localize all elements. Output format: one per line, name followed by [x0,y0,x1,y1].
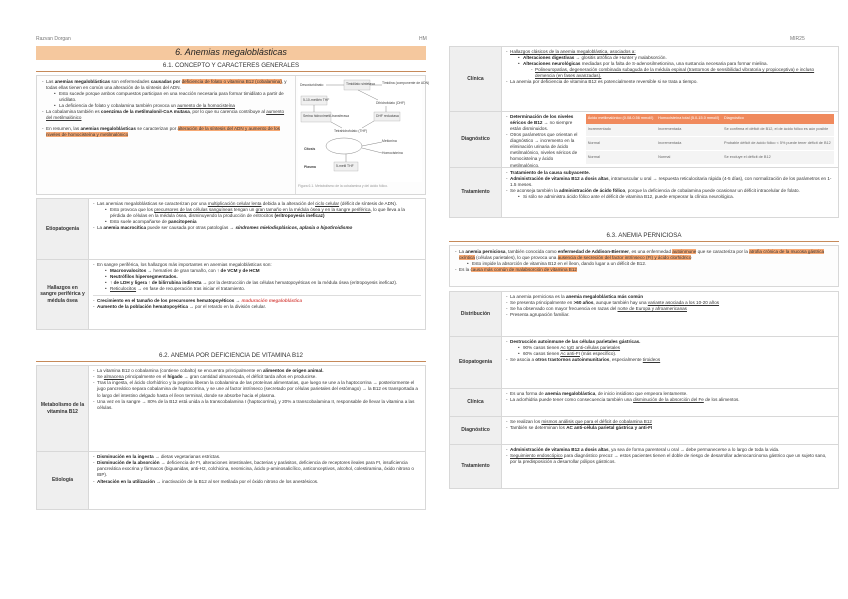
fig-label: Dihidrofolato (DHF) [376,101,406,106]
tratamiento-perniciosa-row: Tratamiento - Administración de vitamina B12 a dosis altas, ya sea de forma parenteral u oral → debe permanecerse a lo largo de toda la vida. - Seguimiento endoscópico para diagnóstico precoz → estos pacientes tienen el doble de riesgo de desarrollar adenocarcinoma gástrico que un sujeto sano, por la predisposición a desarrollar pólipos gástricos. [449,445,839,489]
row-label: Clínica [450,389,502,416]
concept-item: - En resumen, las anemias megaloblásticas se caracterizan por alteración de la síntesis del ADN y aumento de los niveles de homocisteína y metilmalónico [42,126,290,138]
perniciosa-intro: - La anemia perniciosa, también conocida como enfermedad de Addison-Biermer, es una enfermedad autoinmune que se caracteriza por la atrofia crónica de la mucosa gástrica oxíntica (células parietales), lo que provoca una ausencia de secreción del factor intrínseco (FI) y ácido clorhídrico • Esto impide la absorción de vitamina B12 en el íleon, dando lugar a un déficit de B12. - Es la causa más común de malabsorción de vitamina B12 [449,245,839,287]
fig-label: Timidilato sintetasa [346,82,375,87]
fig-label: 5-metil THF [336,164,354,169]
table-row: Incrementado Incrementada Se confirma el déficit de B12, el de ácido fólico es aún posible [586,124,834,137]
header-center: HM [419,36,427,42]
section-6-3-title: 6.3. ANEMIA PERNICIOSA [449,232,839,242]
fig-label: DHF reductasa [376,114,399,119]
row-label: Etiopatogenia [450,337,502,388]
fig-label: Plasma [304,165,316,170]
clinica-perniciosa-row: Clínica - Es una forma de anemia megaloblástica, de inicio insidioso que empeora lentamente. - La aclorhidria puede tener como consecuencia también una disminución de la absorción del Fe de los alimentos. [449,389,839,417]
table-row: Normal Normal Se excluye el déficit de B12 [586,151,834,165]
fig-label: Metionina [382,139,397,144]
header-right: MIR25 [790,36,805,42]
metabolism-figure [295,76,430,194]
section-6-1-title: 6.1. CONCEPTO Y CARACTERES GENERALES [36,62,426,72]
concept-section [36,75,430,195]
hallazgos-row: Hallazgos en sangre periférica y médula ósea - En sangre periférica, los hallazgos más importantes en anemias megaloblásticas son: • Macroovalocitos → hematíes de gran tamaño, con ↑ de VCM y de HCM • Neutrófilos hipersegmentados. • ↑ de LDH y ligera ↑ de bilirrubina indirecta → por la destrucción de las células hematopoyéticas en la médula ósea (eritropoyesis ineficaz). • Reticulocitos → en fase de recuperación tras iniciar el tratamiento. - Crecimiento en el tamaño de los precursores hematopoyéticos → maduración megaloblástica - Aumento de la población hematopoyética → por el retardo en la división celular. [36,260,426,330]
left-page [36,46,430,510]
etiologia-row: Etiología - Disminución en la ingesta → dietas vegetarianas estrictas. - Disminución de la absorción → deficiencia de FI, alteraciones intestinales, bacterias y parásitos, deficiencia de receptores ileales para FI, insuficiencia pancreática exocrina y fármacos (biguanidas, anti-H2, colchicina, neomicina, ácido p-aminosalicílico, anticonceptivos, alcohol, colestiramina, óxido nitroso o IBP). - Alteración en la utilización → inactivación de la B12 al ser metilada por el óxido nitroso de los anestésicos. [36,452,426,510]
section-6-2-title: 6.2. ANEMIA POR DEFICIENCIA DE VITAMINA B12 [36,352,426,362]
row-label: Tratamiento [450,445,502,488]
fig-label: Homocisteína [382,151,403,156]
etiopatogenia-perniciosa-row: Etiopatogenia - Destrucción autoinmune de las células parietales gástricas. • 90% casos tienen Ac IgG anti-células parietales • 60% casos tienen Ac anti-FI (más específico). - Se asocia a otros trastornos autoinmunitarios, especialmente tiroideos [449,337,839,389]
fig-label: Tetrahidrofolato (THF) [334,129,368,134]
tratamiento-b12-row: Tratamiento - Tratamiento de la causa subyacente. - Administración de vitamina B12 a dosis altas, intramuscular u oral → respuesta reticulocitaria rápida (4-5 días), con normalización de los parámetros en 1-1.5 meses. - Se aconseja también la administración de ácido fólico, porque la deficiencia de cobalamina puede ocasionar un déficit intracelular de folato. • Si sólo se administra ácido fólico ante el déficit de vitamina B12, puede empeorar la clínica neurológica. [449,168,839,218]
row-label: Hallazgos en sangre periférica y médula ósea [37,260,89,329]
table-row: Normal Incrementada Probable déficit de ácido fólico < 5% puede tener déficit de B12 [586,137,834,151]
row-label: Metabolismo de la vitamina B12 [37,366,89,451]
row-label: Distribución [450,292,502,336]
diagnosis-table: Ácido metilmalónico (0.08-0.56 mmol/l) Homocisteína total (5.0-15.0 mmol/l) Diagnóstico Incrementado Incrementada Se confirma el déficit de B12, el de ácido fólico es aún posible Normal Incrementada Probable déficit de ácido fólico < 5% puede tener déficit de B12 Normal Normal Se excluye el déficit de B12 [586,114,834,165]
fig-label: 5-10-metilén THF [303,98,330,103]
page-title: 6. Anemias megaloblásticas [36,46,426,60]
metabolismo-row: Metabolismo de la vitamina B12 - La vitamina B12 o cobalamina (contiene cobalto) se encuentra principalmente en alimentos de origen animal. - Se almacena principalmente en el hígado → gran cantidad almacenada, el déficit tarda años en producirse. - Tras la ingesta, el ácido clorhídrico y la pepsina liberan la cobalamina de las proteínas alimentarias, que luego se une a la haptocorrina → posteriormente el jugo pancreático separa cobalamina de haptocorrina, y se une al factor intrínseco (secretado por células parietales del estómago) → la B12 es transportada a lo largo del intestino delgado hasta el íleon terminal, donde se absorbe hacia el plasma. - Una vez en la sangre → 80% de la B12 está unida a la transcobalamina I (haptocorrina), y 20% a transcobalamina II, responsable de llevar la vitamina a las células. [36,365,426,452]
row-label: Etiología [37,452,89,509]
row-label: Diagnóstico [450,417,502,444]
right-page [449,46,839,489]
row-label: Diagnóstico [450,112,502,167]
fig-label: Serina hidroximetil-transferasa [303,114,349,119]
fig-label: Timidina (componente de ADN) [382,81,430,86]
row-label: Tratamiento [450,168,502,217]
diagnostico-b12-row: Diagnóstico - Determinación de los niveles séricos de B12 → no siempre están disminuidos. - Otros parámetros que orientan el diagnóstico → incremento en la eliminación urinaria de ácido metilmalónico, niveles séricos de homocisteína y ácido metilmalónico. Ácido metilmalónico (0.08-0.56 mmol/l) Homocisteína total (5.0-15.0 mmol/l) Diagnóstico Incrementado Incrementada Se confirma el déficit de B12, el de ácido fólico es aún posible Normal Incrementada Probable déficit de ácido fólico < 5% puede tener déficit de B12 Normal Normal Se excluye el déficit de B12 [449,112,839,168]
diagnostico-perniciosa-row: Diagnóstico - Se realizan los mismos análisis que para el déficit de cobalamina B12 - También se determinan los AC anti-célula parietal gástrica y anti-FI [449,417,839,445]
clinica-b12-row: Clínica - Hallazgos clásicos de la anemia megaloblástica, asociados a: • Alteraciones digestivas → glositis atrófica de Hunter y malabsorción. • Alteraciones neurológicas mediadas por la falta de S-adenosilmetionina, una sustancia necesaria para formar mielina. - Polineuropatías, degeneración combinada subaguda de la médula espinal (trastornos de sensibilidad vibratoria y propioceptiva) e incluso demencia (en fases avanzadas). - La anemia por deficiencia de vitamina B12 es potencialmente reversible si se trata a tiempo. [449,46,839,112]
metabolism-diagram [298,78,430,182]
fig-label: Desoxiuridinato [300,83,324,88]
header-author: Razvan Dorgan [36,36,71,42]
concept-item: - La cobalamina también es coenzima de la metilmalonil-CoA mutasa, por lo que su carencia contribuye al aumento del metilmalónico [42,109,290,121]
row-label: Clínica [450,47,502,111]
concept-item: - Las anemias megaloblásticas son enfermedades causadas por deficiencia de folato o vitamina B12 (cobalamina), y todas ellas tienen en común una alteración de la síntesis del ADN. • Esto sucede porque ambos compuestos participan en una reacción necesaria para formar timidilato a partir de uridilato. • La deficiencia de folato y cobalamina también provoca un aumento de la homocisteína [42,79,290,109]
distribucion-row: Distribución - La anemia perniciosa es la anemia megaloblástica más común - Se presenta principalmente en >60 años, aunque también hay una variante asociada a los 10-20 años - Se ha observado con mayor frecuencia en razas del norte de Europa y afroamericanas - Presenta agrupación familiar. [449,291,839,337]
etiopatogenia-row: Etiopatogenia - Las anemias megaloblásticas se caracterizan por una multiplicación celular lenta debida a la alteración del ciclo celular (déficit de síntesis de ADN). • Esto provoca que los precursores de las células sanguíneas tengan un gran tamaño en la médula ósea y en la sangre periférica, lo que lleva a la pérdida de células en la médula ósea, disminuyendo la producción de eritrocitos (eritropoyesis ineficaz) • Esto suele acompañarse de pancitopenia - La anemia macrocítica puede ser causada por otras patologías → síndromes mielodisplásicos, aplasia o hipotiroidismo [36,198,426,260]
row-label: Etiopatogenia [37,199,89,259]
fig-label: Citosis [304,147,316,152]
figure-caption: Figura 6.1. Metabolismo de la cobalamina y del ácido fólico. [298,183,388,188]
